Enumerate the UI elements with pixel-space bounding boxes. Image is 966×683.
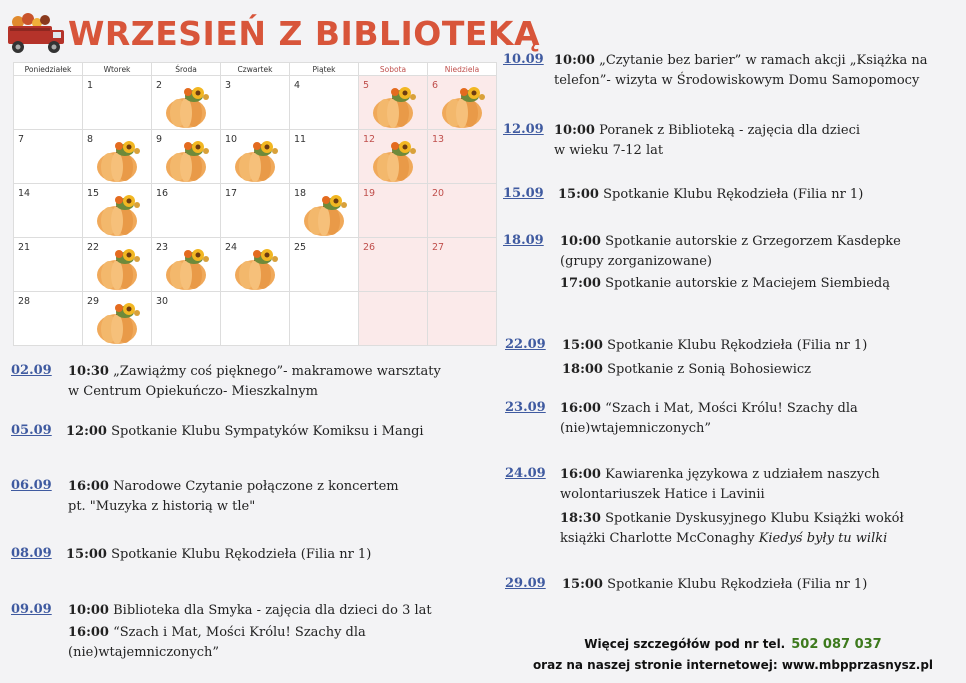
event-description: „Zawiążmy coś pięknego”- makramowe warsztaty — [108, 364, 441, 379]
event-item — [562, 575, 867, 595]
event-description: Spotkanie Klubu Sympatyków Komiksu i Mangi — [106, 424, 424, 439]
day-number: 7 — [18, 134, 25, 145]
day-number: 11 — [294, 134, 307, 145]
calendar-day-cell — [14, 130, 83, 184]
event-time: 15:00 — [562, 577, 603, 592]
pumpkin-icon — [367, 82, 425, 130]
event-item — [68, 601, 432, 621]
calendar-day-cell — [221, 130, 290, 184]
event-time: 15:00 — [562, 338, 603, 353]
event-item — [554, 121, 860, 161]
calendar-day-cell — [428, 130, 497, 184]
event-description: Spotkanie Klubu Rękodzieła (Filia nr 1) — [106, 547, 372, 562]
day-number: 30 — [156, 296, 169, 307]
event-description: “Szach i Mat, Mości Królu! Szachy dla — [600, 401, 858, 416]
day-number: 20 — [432, 188, 445, 199]
calendar-day-cell — [428, 292, 497, 346]
event-item — [560, 465, 880, 505]
autumn-truck-icon — [4, 10, 68, 60]
event-time: 15:00 — [558, 187, 599, 202]
footer-website-line: oraz na naszej stronie internetowej: www.mbpprzasnysz.pl — [532, 658, 934, 672]
day-number: 4 — [294, 80, 301, 91]
event-date-link[interactable]: 10.09 — [503, 52, 544, 67]
calendar-day-cell — [221, 292, 290, 346]
day-number: 25 — [294, 242, 307, 253]
event-time: 16:00 — [68, 625, 109, 640]
event-date-link[interactable]: 22.09 — [505, 337, 546, 352]
event-description: Spotkanie autorskie z Grzegorzem Kasdepke — [600, 234, 901, 249]
weekday-sunday: Niedziela — [428, 63, 497, 76]
event-description-continued: (nie)wtajemniczonych” — [68, 645, 220, 660]
calendar-day-cell — [152, 238, 221, 292]
event-time: 16:00 — [560, 467, 601, 482]
event-item — [66, 545, 371, 565]
event-time: 17:00 — [560, 276, 601, 291]
calendar-day-cell — [359, 238, 428, 292]
page-title: WRZESIEŃ Z BIBLIOTEKĄ — [68, 14, 541, 53]
event-item — [560, 232, 901, 272]
event-description: Spotkanie Klubu Rękodzieła (Filia nr 1) — [602, 338, 868, 353]
event-description: Spotkanie Dyskusyjnego Klubu Książki wokół — [600, 511, 904, 526]
day-number: 24 — [225, 242, 238, 253]
event-item — [68, 623, 366, 663]
calendar-week-row — [14, 238, 497, 292]
weekday-tuesday: Wtorek — [83, 63, 152, 76]
day-number: 3 — [225, 80, 232, 91]
pumpkin-icon — [229, 244, 287, 292]
event-description-continued: w wieku 7-12 lat — [554, 143, 664, 158]
event-date-link[interactable]: 15.09 — [503, 186, 544, 201]
pumpkin-icon — [298, 190, 356, 238]
calendar-day-cell — [290, 184, 359, 238]
calendar-day-cell — [14, 238, 83, 292]
day-number: 5 — [363, 80, 370, 91]
event-date-link[interactable]: 06.09 — [11, 478, 52, 493]
pumpkin-icon — [160, 244, 218, 292]
weekday-monday: Poniedziałek — [14, 63, 83, 76]
september-calendar — [13, 62, 497, 346]
event-description: Kawiarenka językowa z udziałem naszych — [600, 467, 880, 482]
event-description-continued: wolontariuszek Hatice i Lavinii — [560, 487, 765, 502]
calendar-week-row — [14, 76, 497, 130]
event-time: 18:00 — [562, 362, 603, 377]
day-number: 23 — [156, 242, 169, 253]
footer-phone-label: Więcej szczegółów pod nr tel. — [584, 637, 786, 651]
event-date-link[interactable]: 12.09 — [503, 122, 544, 137]
weekday-saturday: Sobota — [359, 63, 428, 76]
event-item — [562, 360, 811, 380]
event-time: 10:00 — [68, 603, 109, 618]
calendar-day-cell — [428, 184, 497, 238]
event-item — [554, 51, 928, 91]
day-number: 15 — [87, 188, 100, 199]
event-time: 12:00 — [66, 424, 107, 439]
day-number: 27 — [432, 242, 445, 253]
footer-phone-number: 502 087 037 — [791, 637, 882, 652]
calendar-week-row — [14, 292, 497, 346]
event-description: Poranek z Biblioteką - zajęcia dla dzieci — [594, 123, 861, 138]
event-time: 10:00 — [554, 53, 595, 68]
event-date-link[interactable]: 05.09 — [11, 423, 52, 438]
day-number: 9 — [156, 134, 163, 145]
event-date-link[interactable]: 02.09 — [11, 363, 52, 378]
footer-line-1 — [500, 634, 966, 655]
pumpkin-icon — [229, 136, 287, 184]
day-number: 2 — [156, 80, 163, 91]
day-number: 16 — [156, 188, 169, 199]
day-number: 14 — [18, 188, 31, 199]
pumpkin-icon — [91, 244, 149, 292]
calendar-week-row — [14, 130, 497, 184]
event-item — [560, 274, 890, 294]
calendar-day-cell — [152, 184, 221, 238]
pumpkin-icon — [436, 82, 494, 130]
calendar-day-cell — [428, 76, 497, 130]
calendar-day-cell — [359, 76, 428, 130]
event-item — [68, 477, 399, 517]
calendar-week-row — [14, 184, 497, 238]
event-description-continued: telefon”- wizyta w Środowiskowym Domu Samopomocy — [554, 73, 920, 88]
day-number: 10 — [225, 134, 238, 145]
calendar-day-cell — [221, 76, 290, 130]
event-date-link[interactable]: 18.09 — [503, 233, 544, 248]
pumpkin-icon — [91, 136, 149, 184]
event-description: Spotkanie Klubu Rękodzieła (Filia nr 1) — [602, 577, 868, 592]
event-time: 10:00 — [560, 234, 601, 249]
event-description-continued: (grupy zorganizowane) — [560, 254, 712, 269]
day-number: 12 — [363, 134, 376, 145]
event-item — [562, 336, 867, 356]
day-number: 18 — [294, 188, 307, 199]
weekday-friday: Piątek — [290, 63, 359, 76]
day-number: 28 — [18, 296, 31, 307]
event-description: Biblioteka dla Smyka - zajęcia dla dzieci do 3 lat — [108, 603, 432, 618]
event-time: 10:30 — [68, 364, 109, 379]
calendar-day-cell — [152, 130, 221, 184]
day-number: 1 — [87, 80, 94, 91]
pumpkin-icon — [91, 298, 149, 346]
day-number: 26 — [363, 242, 376, 253]
calendar-body — [14, 76, 497, 346]
calendar-day-cell — [83, 76, 152, 130]
weekday-header-row — [14, 63, 497, 76]
event-item — [560, 509, 904, 549]
weekday-thursday: Czwartek — [221, 63, 290, 76]
event-item — [66, 422, 424, 442]
calendar-day-cell — [428, 238, 497, 292]
calendar-day-cell — [14, 76, 83, 130]
contact-footer — [500, 634, 966, 676]
calendar-day-cell — [359, 292, 428, 346]
event-description: Narodowe Czytanie połączone z koncertem — [108, 479, 399, 494]
calendar-day-cell — [152, 292, 221, 346]
event-date-link[interactable]: 24.09 — [505, 466, 546, 481]
event-time: 18:30 — [560, 511, 601, 526]
calendar-day-cell — [83, 184, 152, 238]
day-number: 19 — [363, 188, 376, 199]
event-time: 16:00 — [560, 401, 601, 416]
calendar-day-cell — [290, 130, 359, 184]
event-date-link[interactable]: 29.09 — [505, 576, 546, 591]
event-description-continued: (nie)wtajemniczonych” — [560, 421, 712, 436]
day-number: 21 — [18, 242, 31, 253]
event-description: Spotkanie z Sonią Bohosiewicz — [602, 362, 812, 377]
calendar-day-cell — [290, 238, 359, 292]
event-time: 15:00 — [66, 547, 107, 562]
event-description-continued: książki Charlotte McConaghy — [560, 531, 759, 546]
event-description-continued: w Centrum Opiekuńczo- Mieszkalnym — [68, 384, 318, 399]
event-item — [558, 185, 863, 205]
calendar-day-cell — [290, 292, 359, 346]
event-date-link[interactable]: 23.09 — [505, 400, 546, 415]
day-number: 13 — [432, 134, 445, 145]
event-date-link[interactable]: 09.09 — [11, 602, 52, 617]
header — [4, 8, 541, 60]
weekday-wednesday: Środa — [152, 63, 221, 76]
event-time: 16:00 — [68, 479, 109, 494]
day-number: 8 — [87, 134, 94, 145]
book-title: Kiedyś były tu wilki — [758, 531, 888, 546]
pumpkin-icon — [160, 136, 218, 184]
calendar-day-cell — [83, 130, 152, 184]
pumpkin-icon — [91, 190, 149, 238]
calendar-day-cell — [83, 238, 152, 292]
event-time: 10:00 — [554, 123, 595, 138]
pumpkin-icon — [160, 82, 218, 130]
calendar-day-cell — [359, 130, 428, 184]
day-number: 6 — [432, 80, 439, 91]
day-number: 17 — [225, 188, 238, 199]
event-item — [68, 362, 441, 402]
calendar-day-cell — [359, 184, 428, 238]
event-description: “Szach i Mat, Mości Królu! Szachy dla — [108, 625, 366, 640]
event-description-continued: pt. "Muzyka z historią w tle" — [68, 499, 256, 514]
event-description: Spotkanie autorskie z Maciejem Siembiedą — [600, 276, 890, 291]
calendar-day-cell — [152, 76, 221, 130]
event-description: Spotkanie Klubu Rękodzieła (Filia nr 1) — [598, 187, 864, 202]
day-number: 29 — [87, 296, 100, 307]
calendar-day-cell — [290, 76, 359, 130]
calendar-day-cell — [221, 184, 290, 238]
calendar-day-cell — [14, 292, 83, 346]
calendar-day-cell — [83, 292, 152, 346]
calendar-day-cell — [14, 184, 83, 238]
day-number: 22 — [87, 242, 100, 253]
calendar-day-cell — [221, 238, 290, 292]
event-item — [560, 399, 858, 439]
pumpkin-icon — [367, 136, 425, 184]
event-description: „Czytanie bez barier” w ramach akcji „Książka na — [594, 53, 928, 68]
event-date-link[interactable]: 08.09 — [11, 546, 52, 561]
